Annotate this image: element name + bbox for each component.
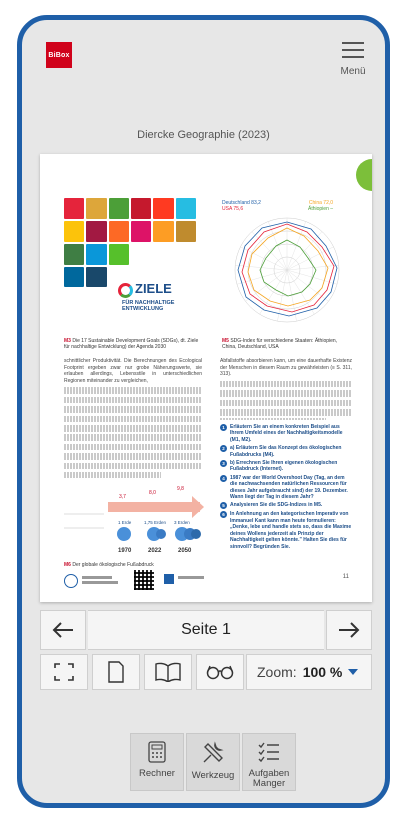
zoom-label: Zoom: xyxy=(257,664,297,680)
footprint-earths-2050: 3 Erden xyxy=(174,520,190,525)
zoom-value: 100 % xyxy=(302,664,343,680)
book-title: Diercke Geographie (2023) xyxy=(137,129,270,141)
single-page-button[interactable] xyxy=(92,654,140,690)
task-item xyxy=(220,511,352,549)
sdg-goal-6-icon xyxy=(176,198,196,219)
device-frame xyxy=(17,15,390,808)
radar-series-usa xyxy=(242,224,334,312)
hamburger-icon xyxy=(342,40,364,58)
sdg-goal-1-icon xyxy=(64,198,84,219)
caption-m3-number: M3 xyxy=(64,338,71,344)
menu-button[interactable] xyxy=(338,40,368,85)
sdg-wheel-icon xyxy=(118,283,133,298)
caption-m5-text: SDG-Index für verschiedene Staaten: Äthiopien, China, Deutschland, USA xyxy=(222,338,338,350)
tools-label: Werkzeug xyxy=(191,770,235,781)
wrench-pencil-icon xyxy=(201,741,225,765)
text-column-right xyxy=(220,358,352,420)
calculator-label: Rechner xyxy=(139,768,175,779)
task-text: b) Errechnen Sie Ihren eigenen ökologischen Fußabdruck (Internet). xyxy=(230,460,338,473)
sdg-goal-11-icon xyxy=(153,221,173,242)
sdg-goal-5-icon xyxy=(153,198,173,219)
footprint-value-1970: 3,7 xyxy=(119,494,126,500)
page-navigation xyxy=(40,610,372,650)
caption-m5-number: M5 xyxy=(222,338,229,344)
sdg-goal-14-icon xyxy=(86,244,106,265)
arrow-right-icon xyxy=(338,622,360,638)
earth-icon-1970 xyxy=(117,527,131,541)
single-page-icon xyxy=(108,661,124,683)
double-page-button[interactable] xyxy=(144,654,192,690)
legend-china: China 72,0 xyxy=(308,200,334,206)
footprint-year-2022: 2022 xyxy=(148,548,162,554)
legend-ethiopia: Äthiopien – xyxy=(308,206,334,212)
bottom-toolbar xyxy=(130,733,300,791)
task-item xyxy=(220,445,352,458)
sdg-goal-13-icon xyxy=(64,244,84,265)
calculator-icon xyxy=(148,741,166,763)
sdg-goal-15-icon xyxy=(109,244,129,265)
task-number-badge: 5 xyxy=(220,502,227,509)
text-left-intro: schnittlicher Produktivität. Die Berechnungen des Ecological Footprint ergeben zwar nur grobe Näherungswerte, sie erlauben allerdings, Lebensstile in unterschiedlichen Regionen miteinander zu vergleichen, xyxy=(64,358,202,384)
page-number: 11 xyxy=(342,574,349,580)
ziele-subtitle: FÜR NACHHALTIGE ENTWICKLUNG xyxy=(122,300,175,312)
sdg-goal-9-icon xyxy=(109,221,129,242)
tasks-button[interactable] xyxy=(242,733,296,791)
sdg-goal-3-icon xyxy=(109,198,129,219)
calculator-button[interactable] xyxy=(130,733,184,791)
glasses-icon xyxy=(206,664,234,680)
caption-m6-number: M6 xyxy=(64,562,71,568)
sdg-goal-17-icon xyxy=(86,267,106,288)
sdg-radar-chart xyxy=(222,202,352,332)
radar-legend-right xyxy=(308,200,333,212)
ziele-title: ZIELE xyxy=(135,281,172,296)
footprint-arrow xyxy=(108,502,200,512)
footprint-earths-2022: 1,75 Erden xyxy=(144,520,167,525)
top-bar xyxy=(22,20,385,95)
task-text: In Anlehnung an den kategorischen Imperativ von Immanuel Kant kann man heute formulieren: „Denke, lebe und handle stets so, dass die Maxime deines Wollens jederzeit als Prinzip der Nachhaltigkeit gelten könnte." Halten Sie dies für sinnvoll? Begründen Sie. xyxy=(230,511,352,550)
task-text: a) Erläutern Sie das Konzept des ökologischen Fußabdrucks (M4). xyxy=(230,445,342,458)
caption-m3-text: Die 17 Sustainable Development Goals (SDGs), dt. Ziele für nachhaltige Entwicklung) der Agenda 2030 xyxy=(64,338,199,350)
task-number-badge: 6 xyxy=(220,511,227,518)
task-text: 1987 war der World Overshoot Day (Tag, an dem die nachwachsenden natürlichen Ressourcen für dieses Jahr aufgebraucht sind) der 19. Dezember. Wann liegt der Tag in diesem Jahr? xyxy=(230,474,348,501)
task-text: Analysieren Sie die SDG-Indizes in M5. xyxy=(230,502,323,509)
bibox-small-icon xyxy=(164,574,174,584)
sdg-logo xyxy=(118,281,198,331)
chevron-down-icon xyxy=(348,669,358,675)
text-right-intro: Abfallstoffe absorbieren kann, um eine dauerhafte Existenz der Menschen in diesem Raum zu gewährleisten (≡ S. 311, 313). xyxy=(220,358,352,378)
sdg-goal-2-icon xyxy=(86,198,106,219)
view-toolbar xyxy=(40,654,372,690)
task-number-badge: 2 xyxy=(220,445,227,452)
qr-code-icon[interactable] xyxy=(134,570,154,590)
tasks-label: Aufgaben Manger xyxy=(248,768,290,789)
sdg-goal-7-icon xyxy=(64,221,84,242)
bibox-logo[interactable]: BiBox xyxy=(46,42,72,68)
sdg-goal-10-icon xyxy=(131,221,151,242)
task-item xyxy=(220,475,352,501)
task-number-badge: 3 xyxy=(220,460,227,467)
fullscreen-button[interactable] xyxy=(40,654,88,690)
footprint-value-2050: 9,8 xyxy=(177,486,184,492)
glasses-button[interactable] xyxy=(196,654,244,690)
page-footer xyxy=(64,570,349,592)
task-item xyxy=(220,424,352,443)
zoom-select[interactable] xyxy=(246,654,372,690)
legend-germany: Deutschland 83,2 xyxy=(222,200,261,206)
sdg-goal-8-icon xyxy=(86,221,106,242)
tools-button[interactable] xyxy=(186,733,240,791)
footprint-earths-1970: 1 Erde xyxy=(118,520,132,525)
menu-label: Menü xyxy=(340,66,366,77)
legend-usa: USA 75,6 xyxy=(222,206,244,212)
footprint-chart xyxy=(64,484,204,558)
task-item xyxy=(220,460,352,473)
next-page-button[interactable] xyxy=(326,610,372,650)
web-icon xyxy=(64,574,78,588)
text-column-left xyxy=(64,358,202,478)
chapter-marker xyxy=(356,159,372,191)
radar-legend-left xyxy=(222,200,261,212)
fullscreen-icon xyxy=(54,663,74,681)
footprint-year-1970: 1970 xyxy=(118,548,132,554)
caption-m5 xyxy=(222,338,352,350)
sdg-goal-4-icon xyxy=(131,198,151,219)
book-page[interactable] xyxy=(40,154,372,602)
task-list xyxy=(220,424,352,564)
page-indicator[interactable]: Seite 1 xyxy=(88,610,324,650)
arrow-left-icon xyxy=(52,622,74,638)
caption-m6 xyxy=(64,562,204,568)
sdg-goal-16-icon xyxy=(64,267,84,288)
task-number-badge: 1 xyxy=(220,424,227,431)
caption-m6-text: Der globale ökologische Fußabdruck xyxy=(72,562,154,568)
task-text: Erläutern Sie an einem konkreten Beispiel aus Ihrem Umfeld eines der Nachhaltigkeitsmodelle (M1, M2). xyxy=(230,424,343,443)
open-book-icon xyxy=(155,662,181,682)
task-item xyxy=(220,502,352,509)
checklist-icon xyxy=(258,741,280,763)
caption-m3 xyxy=(64,338,204,350)
footprint-year-2050: 2050 xyxy=(178,548,192,554)
task-number-badge: 4 xyxy=(220,475,227,482)
sdg-goal-12-icon xyxy=(176,221,196,242)
previous-page-button[interactable] xyxy=(40,610,86,650)
footprint-value-2022: 8,0 xyxy=(149,490,156,496)
